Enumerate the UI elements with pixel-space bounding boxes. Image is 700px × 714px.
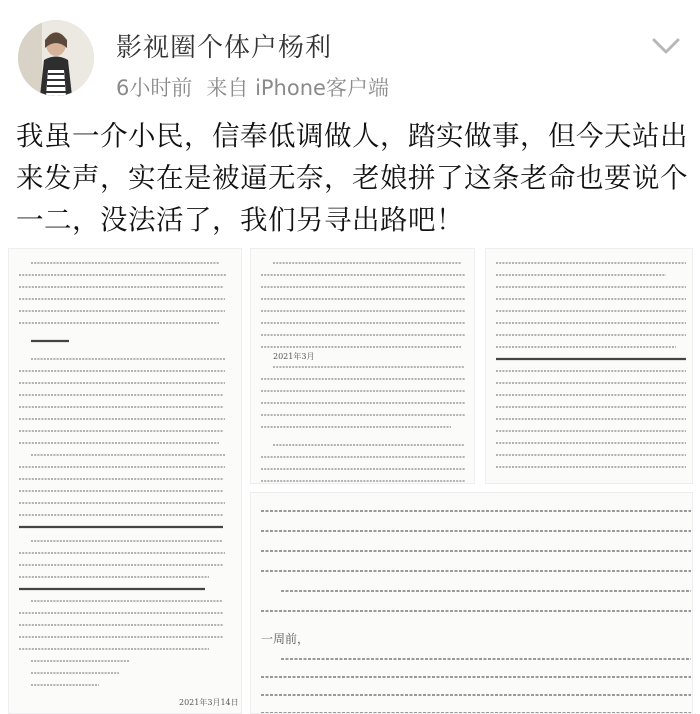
avatar[interactable] [18, 20, 94, 96]
image-letter-page-2[interactable] [250, 248, 475, 484]
letter-page-4-text-lines [251, 493, 693, 714]
username[interactable]: 影视圈个体户杨利 [116, 33, 333, 63]
letter-page-2-date: 2021年3月 [273, 352, 315, 361]
chevron-down-icon[interactable] [646, 30, 686, 60]
post-time: 6小时前 [116, 76, 193, 100]
letter-date: 2021年3月14日 [179, 698, 239, 707]
post-header [0, 0, 700, 110]
image-letter-page-1[interactable] [8, 248, 242, 714]
letter-page-2-text-lines [251, 249, 475, 484]
letter-page-3-text-lines [486, 249, 693, 484]
post-images [0, 248, 700, 714]
image-letter-page-4[interactable] [250, 492, 693, 714]
post-text: 我虽一介小民，信奉低调做人，踏实做事，但今天站出来发声，实在是被逼无奈，老娘拼了这条老命也要说个一二，没法活了，我们另寻出路吧！ [16, 120, 688, 236]
post-meta [116, 72, 389, 102]
image-letter-page-3[interactable] [485, 248, 693, 484]
letter-page-1-text-lines [9, 249, 242, 714]
letter-page-4-heading: 一周前， [261, 632, 310, 646]
avatar-photo [18, 20, 94, 96]
source-prefix: 来自 [206, 76, 249, 100]
source-client[interactable]: iPhone客户端 [255, 76, 389, 100]
